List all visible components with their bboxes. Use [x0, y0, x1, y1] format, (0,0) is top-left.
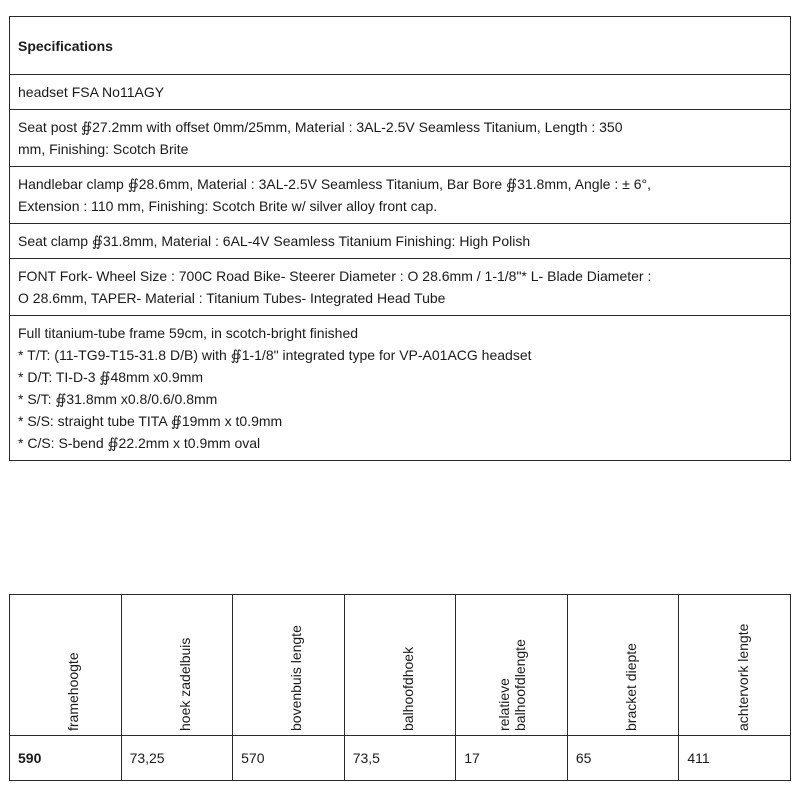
spec-cell: [10, 316, 791, 461]
spec-line: O 28.6mm, TAPER- Material : Titanium Tubes- Integrated Head Tube: [18, 290, 446, 306]
spec-row: [10, 75, 791, 110]
geometry-header-cell: [233, 595, 345, 736]
spec-line: headset FSA No11AGY: [18, 84, 165, 100]
specifications-title: Specifications: [10, 17, 791, 75]
specifications-table: [9, 16, 791, 461]
geometry-value-cell: 590: [10, 736, 122, 781]
geometry-header-label: [177, 638, 193, 731]
geometry-header-text: bovenbuis lengte: [288, 625, 305, 731]
spec-row: [10, 316, 791, 461]
frame-geometry-table: [9, 594, 791, 781]
spec-line: FONT Fork- Wheel Size : 700C Road Bike- Steerer Diameter : O 28.6mm / 1-1/8"* L- Blade Diameter :: [18, 268, 652, 284]
spec-line: Seat clamp ∯31.8mm, Material : 6AL-4V Seamless Titanium Finishing: High Polish: [18, 233, 531, 249]
geometry-header-label: [400, 647, 416, 731]
spec-row: [10, 167, 791, 224]
geometry-header-label: [288, 625, 304, 731]
geometry-header-text: relatieve: [495, 678, 512, 731]
geometry-header-cell: [344, 595, 456, 736]
spec-row: [10, 110, 791, 167]
geometry-header-text: balhoofdlengte: [511, 639, 528, 731]
geometry-header-text: achtervork lengte: [734, 623, 751, 731]
geometry-header-text: hoek zadelbuis: [176, 637, 193, 731]
spec-cell: [10, 259, 791, 316]
geometry-header-label: [623, 643, 639, 731]
geometry-header-text: bracket diepte: [623, 643, 640, 731]
geometry-header-label: [735, 624, 751, 731]
spec-cell: [10, 167, 791, 224]
geometry-header-text: framehoogte: [65, 652, 82, 731]
geometry-value-cell: 73,25: [121, 736, 233, 781]
geometry-header-row: [10, 595, 791, 736]
geometry-header-cell: [121, 595, 233, 736]
spec-cell: [10, 224, 791, 259]
spec-line: mm, Finishing: Scotch Brite: [18, 141, 189, 157]
geometry-value-cell: 73,5: [344, 736, 456, 781]
geometry-value-cell: 65: [567, 736, 679, 781]
geometry-header-label: [496, 639, 528, 731]
spec-line: Handlebar clamp ∯28.6mm, Material : 3AL-2.5V Seamless Titanium, Bar Bore ∯31.8mm, Angle : ± 6°,: [18, 176, 651, 192]
spec-cell: [10, 75, 791, 110]
geometry-header-text: balhoofdhoek: [399, 646, 416, 731]
geometry-value-cell: 17: [456, 736, 568, 781]
geometry-header-label: [65, 652, 81, 731]
spec-row: [10, 259, 791, 316]
geometry-header-cell: [456, 595, 568, 736]
specifications-title-row: [10, 17, 791, 75]
spec-line: Seat post ∯27.2mm with offset 0mm/25mm, Material : 3AL-2.5V Seamless Titanium, Length : 350: [18, 119, 623, 135]
spec-cell: [10, 110, 791, 167]
geometry-value-row: [10, 736, 791, 781]
geometry-header-cell: [10, 595, 122, 736]
spec-line: * S/S: straight tube TITA ∯19mm x t0.9mm: [18, 413, 283, 429]
spec-row: [10, 224, 791, 259]
geometry-value-cell: 570: [233, 736, 345, 781]
geometry-value-cell: 411: [679, 736, 791, 781]
spec-line: Full titanium-tube frame 59cm, in scotch-bright finished: [18, 325, 359, 341]
spec-line: * S/T: ∯31.8mm x0.8/0.6/0.8mm: [18, 391, 218, 407]
spec-line: * D/T: TI-D-3 ∯48mm x0.9mm: [18, 369, 204, 385]
geometry-header-cell: [679, 595, 791, 736]
spec-line: Extension : 110 mm, Finishing: Scotch Brite w/ silver alloy front cap.: [18, 198, 438, 214]
spec-line: * T/T: (11-TG9-T15-31.8 D/B) with ∯1-1/8" integrated type for VP-A01ACG headset: [18, 347, 532, 363]
geometry-header-cell: [567, 595, 679, 736]
spec-line: * C/S: S-bend ∯22.2mm x t0.9mm oval: [18, 435, 261, 451]
